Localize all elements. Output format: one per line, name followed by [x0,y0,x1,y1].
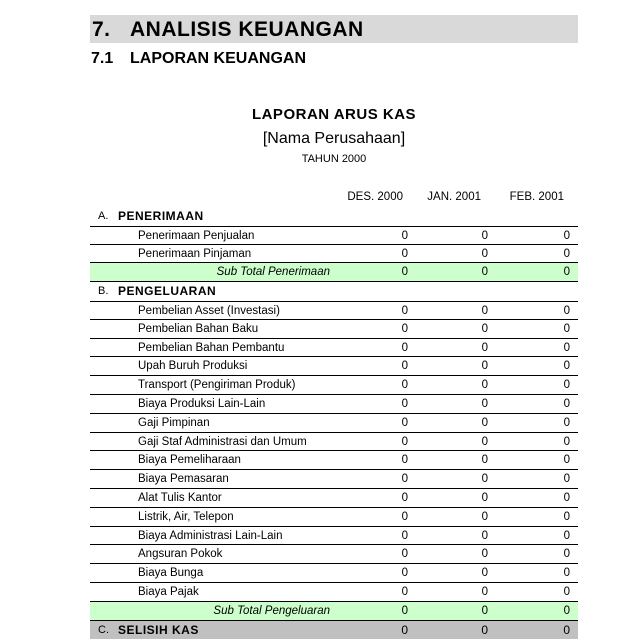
row-label: Biaya Pemasaran [138,473,229,486]
cell-feb-2001: 0 [563,473,570,486]
row-label: Pembelian Bahan Pembantu [138,341,285,354]
row-label: Biaya Bunga [138,567,204,580]
cell-jan-2001: 0 [481,622,488,637]
row-label: Angsuran Pokok [138,548,223,561]
section-title: SELISIH KAS [118,622,199,637]
table-row [90,527,578,546]
column-header-jan-2001: JAN. 2001 [427,191,481,203]
table-row [90,470,578,489]
table-row [90,339,578,358]
cell-des-2000: 0 [401,247,408,260]
row-label: Biaya Administrasi Lain-Lain [138,529,283,542]
table-row [90,301,578,320]
cell-jan-2001: 0 [481,322,488,335]
cell-des-2000: 0 [401,491,408,504]
cell-feb-2001: 0 [563,529,570,542]
section-header-pengeluaran [90,282,578,301]
table-row [90,489,578,508]
cell-feb-2001: 0 [563,397,570,410]
cell-jan-2001: 0 [481,341,488,354]
table-row [90,376,578,395]
cell-feb-2001: 0 [563,322,570,335]
subsection-number: 7.1 [91,50,114,67]
row-label: Pembelian Bahan Baku [138,322,259,335]
cell-jan-2001: 0 [481,604,488,617]
cell-des-2000: 0 [401,266,408,279]
cell-des-2000: 0 [401,341,408,354]
cell-des-2000: 0 [401,510,408,523]
row-label: Biaya Pajak [138,585,199,598]
cell-des-2000: 0 [401,379,408,392]
cell-feb-2001: 0 [563,379,570,392]
section-title: PENERIMAAN [118,209,204,223]
cell-des-2000: 0 [401,548,408,561]
cell-des-2000: 0 [401,529,408,542]
cell-feb-2001: 0 [563,622,570,637]
cash-flow-table [90,207,578,639]
cell-jan-2001: 0 [481,266,488,279]
table-row [90,320,578,339]
cell-feb-2001: 0 [563,229,570,242]
cell-jan-2001: 0 [481,510,488,523]
cell-feb-2001: 0 [563,266,570,279]
cell-des-2000: 0 [401,229,408,242]
section-heading [90,15,578,43]
cell-des-2000: 0 [401,454,408,467]
table-row [90,583,578,602]
cell-jan-2001: 0 [481,491,488,504]
section-title: PENGELUARAN [118,284,217,299]
cell-feb-2001: 0 [563,548,570,561]
subtotal-label: Sub Total Penerimaan [216,266,330,279]
company-name: [Nama Perusahaan] [262,130,406,147]
column-header-des-2000: DES. 2000 [347,191,403,203]
cell-des-2000: 0 [401,416,408,429]
cell-feb-2001: 0 [563,435,570,448]
cell-des-2000: 0 [401,622,408,637]
cell-feb-2001: 0 [563,491,570,504]
section-number: 7. [92,18,111,41]
section-title: ANALISIS KEUANGAN [130,18,364,41]
cell-feb-2001: 0 [563,454,570,467]
row-label: Listrik, Air, Telepon [138,510,234,523]
subtotal-label: Sub Total Pengeluaran [213,604,330,617]
cell-jan-2001: 0 [481,454,488,467]
section-letter: B. [98,285,109,298]
row-label: Gaji Staf Administrasi dan Umum [138,435,307,448]
cell-des-2000: 0 [401,360,408,373]
cell-jan-2001: 0 [481,548,488,561]
cell-feb-2001: 0 [563,416,570,429]
row-label: Upah Buruh Produksi [138,360,248,373]
row-label: Biaya Pemeliharaan [138,454,241,467]
cell-jan-2001: 0 [481,585,488,598]
cell-des-2000: 0 [401,567,408,580]
cell-jan-2001: 0 [481,229,488,242]
cell-jan-2001: 0 [481,397,488,410]
row-label: Transport (Pengiriman Produk) [138,379,296,392]
table-row [90,433,578,452]
section-letter: C. [98,623,109,636]
cell-jan-2001: 0 [481,416,488,429]
cell-feb-2001: 0 [563,360,570,373]
row-label: Penerimaan Pinjaman [138,247,252,260]
cell-jan-2001: 0 [481,247,488,260]
table-row [90,508,578,527]
row-label: Gaji Pimpinan [138,416,210,429]
cell-des-2000: 0 [401,604,408,617]
row-label: Alat Tulis Kantor [138,491,222,504]
cell-jan-2001: 0 [481,529,488,542]
cell-des-2000: 0 [401,322,408,335]
cell-jan-2001: 0 [481,379,488,392]
subtotal-row-pengeluaran [90,602,578,621]
table-row [90,357,578,376]
cell-des-2000: 0 [401,304,408,317]
cell-feb-2001: 0 [563,585,570,598]
cell-jan-2001: 0 [481,567,488,580]
cell-des-2000: 0 [401,397,408,410]
table-row [90,414,578,433]
cell-feb-2001: 0 [563,304,570,317]
subtotal-row-penerimaan [90,263,578,282]
section-header-penerimaan [90,207,578,226]
column-header-feb-2001: FEB. 2001 [509,191,564,203]
cell-jan-2001: 0 [481,473,488,486]
row-label: Biaya Produksi Lain-Lain [138,397,266,410]
cell-feb-2001: 0 [563,247,570,260]
table-row [90,451,578,470]
cell-feb-2001: 0 [563,604,570,617]
row-label: Pembelian Asset (Investasi) [138,304,280,317]
subsection-title: LAPORAN KEUANGAN [130,50,306,67]
cell-des-2000: 0 [401,585,408,598]
table-row [90,545,578,564]
report-title: LAPORAN ARUS KAS [251,106,417,123]
report-year: TAHUN 2000 [301,153,367,165]
table-row [90,395,578,414]
section-letter: A. [98,210,109,222]
cell-jan-2001: 0 [481,435,488,448]
cell-feb-2001: 0 [563,510,570,523]
cell-feb-2001: 0 [563,567,570,580]
cell-des-2000: 0 [401,473,408,486]
table-row [90,226,578,245]
row-label: Penerimaan Penjualan [138,229,255,242]
table-row [90,564,578,583]
cell-jan-2001: 0 [481,360,488,373]
cell-jan-2001: 0 [481,304,488,317]
cell-des-2000: 0 [401,435,408,448]
table-row [90,245,578,264]
cell-feb-2001: 0 [563,341,570,354]
